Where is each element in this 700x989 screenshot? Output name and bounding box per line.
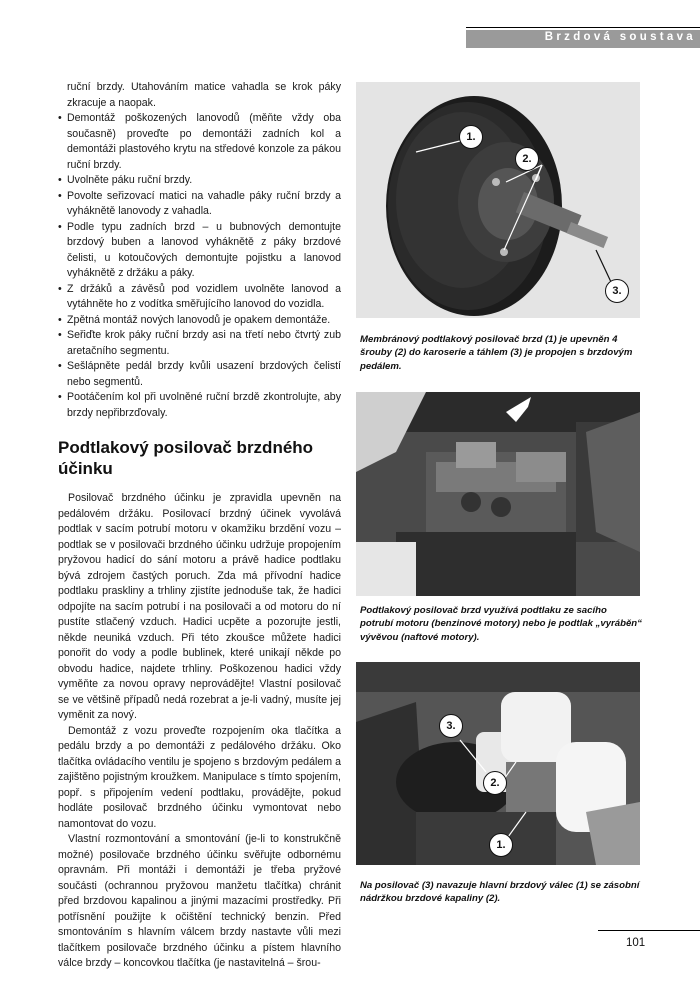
list-item: • Demontáž poškozených lanovodů (měňte vždy oba současně) proveďte po demontáži zadních kol a demontáži plastového krytu na středové konzole za pákou ruční brzdy. [58,111,341,173]
figure-caption: Podtlakový posilovač brzd využívá podtlaku ze sacího potrubí motoru (benzinové motory) nebo je podtlak „vyráběn“ vývěvou (naftové motory). [360,605,642,643]
figure-brake-booster-photo [356,82,640,318]
left-text-column [58,80,341,972]
engine-bay-illustration [356,392,640,596]
callout-label: 2. [483,771,507,795]
figure-engine-bay-photo [356,392,640,596]
list-item: • Povolte seřizovací matici na vahadle páky ruční brzdy a vyháknětě lanovody z vahadla. [58,189,341,220]
header-rule [466,27,700,28]
running-header-title: Brzdová soustava [544,31,696,43]
brake-booster-illustration [356,82,640,318]
list-item: • Podle typu zadních brzd – u bubnových demontujte brzdový buben a lanovod vyháknětě z páky brzdové čelisti, u kotoučových demontujte pojistku a lanovod vyháknětě z držáku a páky. [58,220,341,282]
list-item: • Zpětná montáž nových lanovodů je opakem demontáže. [58,313,341,329]
list-item: • Z držáků a závěsů pod vozidlem uvolněte lanovod a vytáhněte ho z vodítka směřujícího lanovod do vozidla. [58,282,341,313]
figure-caption: Na posilovač (3) navazuje hlavní brzdový válec (1) se zásobní nádržkou brzdové kapaliny (2). [360,880,640,905]
list-item: • Pootáčením kol při uvolněné ruční brzdě zkontrolujte, aby brzdy nepřibrzďovaly. [58,390,341,421]
header-band [466,30,700,48]
page-number: 101 [626,937,646,949]
list-item: • Uvolněte páku ruční brzdy. [58,173,341,189]
figure-caption: Membránový podtlakový posilovač brzd (1) je upevněn 4 šrouby (2) do karoserie a táhlem (3) je propojen s brzdovým pedálem. [360,334,633,372]
callout-label: 3. [605,279,629,303]
callout-label: 1. [489,833,513,857]
list-item: • Seřiďte krok páky ruční brzdy asi na třetí nebo čtvrtý zub aretačního segmentu. [58,328,341,359]
callout-label: 1. [459,125,483,149]
callout-label: 2. [515,147,539,171]
figure-master-cylinder-photo [356,662,640,865]
footer-rule [598,930,700,931]
body-paragraph: Vlastní rozmontování a smontování (je-li to konstrukčně možné) posilovače brzdného účinku svěřujte odbornému opravnám. Při montáži i demontáži je třeba pryžové součásti (ochrannou pryžovou manžetu tlačítka) chránit před brzdovou kapalinou a jinými mazacími prostředky. Při potřísnění použijte k očištění technický benzin. Před smontováním s hlavním válcem brzdy nastavte vůli mezi tlačítkem posilovače brzdného účinku a pístem hlavního válce brzdy – koncovkou tlačítka (je nastavitelná – šrou- [58,833,341,969]
body-paragraph: Demontáž z vozu proveďte rozpojením oka tlačítka a pedálu brzdy a po demontáži z pedálového držáku. Oko tlačítka ovládacího ventilu je spojeno s brzdovým pedálem a zajištěno pojistným kroužkem. Manipulace s tímto spojením, popř. s připojením vedení podtlaku, provádějte, pokud hodláte posilovač brzdného účinku vymontovat nebo namontovat do vozu. [58,724,341,830]
instruction-list [58,111,341,421]
section-title: Podtlakový posilovač brzdného účinku [58,438,314,478]
body-paragraph: Posilovač brzdného účinku je zpravidla upevněn na pedálovém držáku. Posilovací brzdný účinek vyvolává podtlak v sacím potrubí motoru v okamžiku brzdění vozu – podtlak se v posilovači brzdného účinku udržuje propojením pryžovou hadicí do sání motoru a právě hadice podtlaku bývá zdrojem častých poruch. Zda má přívodní hadice podtlaku praskliny a trhliny zjistíte jednoduše tak, že hadici odpojíte na sacím potrubí i na posilovači a od motoru do ní pustíte stlačený vzduch. Hadici ucpěte a pozorujte jestli, někde neuniká vzduch. Při této zkoušce můžete hadici ponořit do vody a podle bublinek, které unikají někde po obvodu hadice, najdete trhliny. Poškozenou hadici vždy vyměňte za novou opravy neprovádějte! Vlastní posilovač se ve většině případů nedá rozebrat a je-li vadný, musíte jej vyměnit za nový. [58,492,341,721]
list-item: • Sešlápněte pedál brzdy kvůli usazení brzdových čelistí nebo segmentů. [58,359,341,390]
intro-paragraph: ruční brzdy. Utahováním matice vahadla se krok páky zkracuje a naopak. [67,81,341,109]
callout-label: 3. [439,714,463,738]
